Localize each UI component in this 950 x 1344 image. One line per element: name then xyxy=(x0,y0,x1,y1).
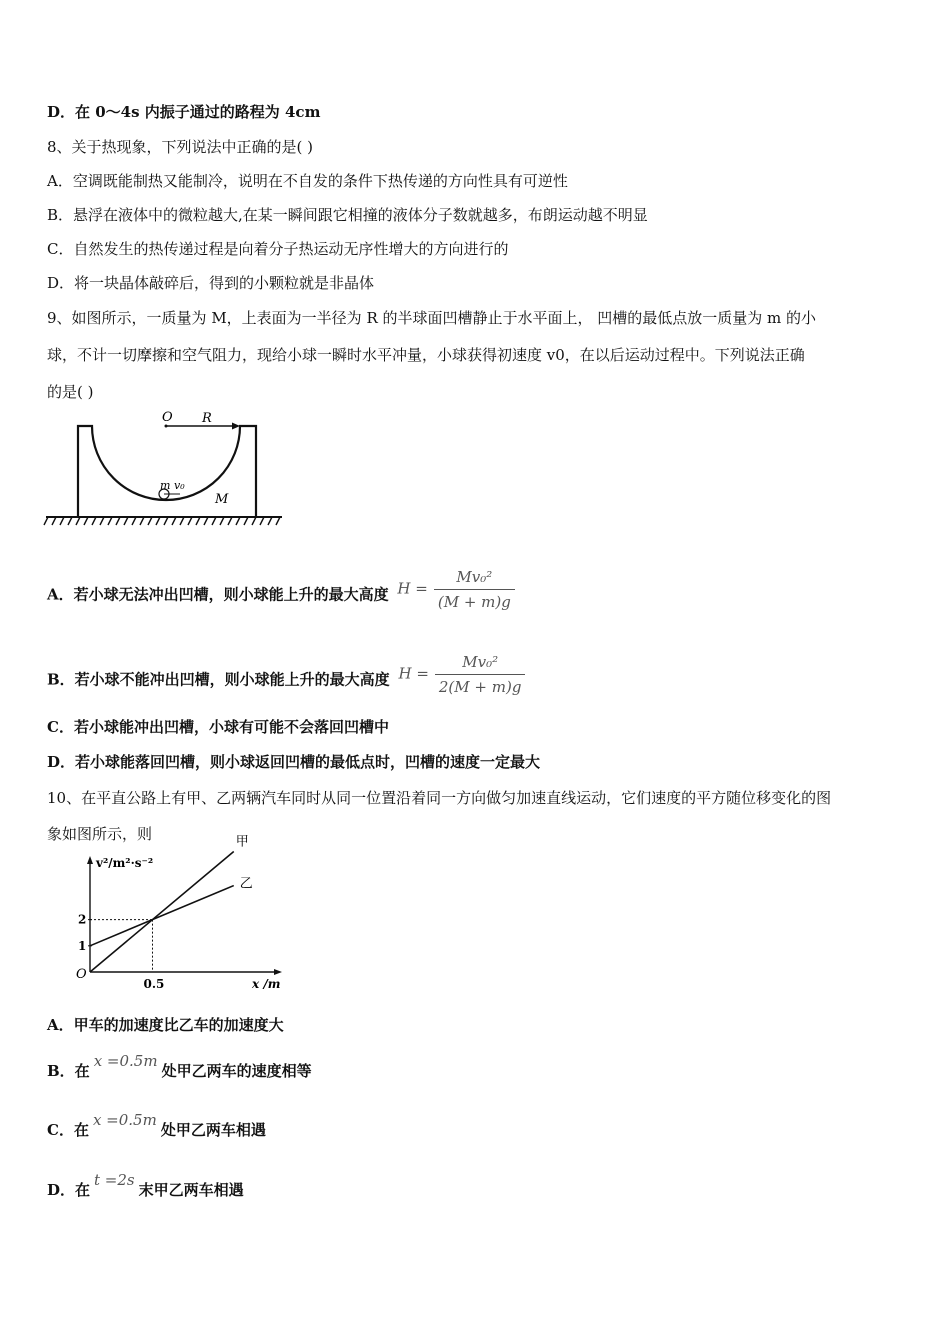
label-r: R xyxy=(202,411,212,426)
q10-option-d xyxy=(47,1171,244,1200)
formula-a-denominator: (M + m)g xyxy=(437,593,511,611)
formula-b-lhs: H = xyxy=(398,664,429,683)
q7-option-d: D．在 0～4s 内振子通过的路程为 4cm xyxy=(47,103,321,121)
radius-arrowhead xyxy=(232,423,240,430)
q9-option-b xyxy=(47,653,525,703)
q10-option-b-math: x =0.5m xyxy=(93,1052,158,1070)
formula-b-fraction xyxy=(435,652,526,697)
label-v0: v₀ xyxy=(174,479,185,492)
q10-stem-line2: 象如图所示，则 xyxy=(47,825,153,843)
q8-option-c: C．自然发生的热传递过程是向着分子热运动无序性增大的方向进行的 xyxy=(47,240,509,258)
q10-option-c-post: 处甲乙两车相遇 xyxy=(160,1121,266,1139)
q10-option-d-post: 末甲乙两车相遇 xyxy=(138,1181,244,1199)
q10-option-d-math: t =2s xyxy=(94,1171,135,1189)
q9-figure-bowl xyxy=(44,405,289,530)
q10-option-d-pre: D．在 xyxy=(47,1181,91,1199)
label-o: O xyxy=(162,410,173,425)
origin-label: O xyxy=(76,967,87,982)
q8-option-a: A．空调既能制热又能制冷，说明在不自发的条件下热传递的方向性具有可逆性 xyxy=(47,172,568,190)
ground-hatch xyxy=(44,517,280,525)
q10-option-b-post: 处甲乙两车的速度相等 xyxy=(161,1062,312,1080)
formula-a-lhs: H = xyxy=(397,579,428,598)
q9-stem-line2: 球，不计一切摩擦和空气阻力，现给小球一瞬时水平冲量，小球获得初速度 v0，在以后运动过程中。下列说法正确 xyxy=(47,346,805,364)
q9-formula-b xyxy=(398,652,525,697)
formula-b-numerator: Mv₀² xyxy=(435,652,526,675)
q10-stem-line1: 10、在平直公路上有甲、乙两辆汽车同时从同一位置沿着同一方向做匀加速直线运动，它们速度的平方随位移变化的图 xyxy=(47,789,832,807)
q9-option-c: C．若小球能冲出凹槽，小球有可能不会落回凹槽中 xyxy=(47,718,389,736)
q10-option-a: A．甲车的加速度比乙车的加速度大 xyxy=(47,1016,284,1034)
q10-option-b-pre: B．在 xyxy=(47,1062,90,1080)
label-m: m xyxy=(160,479,171,492)
y-tick-label: 2 xyxy=(78,912,87,927)
q10-option-b xyxy=(47,1052,312,1081)
x-tick-label: 0.5 xyxy=(143,977,165,991)
q9-stem-line1: 9、如图所示，一质量为 M，上表面为一半径为 R 的半球面凹槽静止于水平面上， 凹槽的最低点放一质量为 m 的小 xyxy=(47,309,817,327)
y-axis-label: v²/m²·s⁻² xyxy=(96,856,154,870)
formula-b-denominator: 2(M + m)g xyxy=(438,678,522,696)
formula-a-fraction xyxy=(434,567,515,612)
q9-formula-a xyxy=(397,567,514,612)
formula-a-numerator: Mv₀² xyxy=(434,567,515,590)
q8-option-b: B．悬浮在液体中的微粒越大,在某一瞬间跟它相撞的液体分子数就越多，布朗运动越不明显 xyxy=(47,206,648,224)
x-axis-arrow xyxy=(274,969,282,975)
q8-stem: 8、关于热现象，下列说法中正确的是( ) xyxy=(47,138,314,156)
y-axis-arrow xyxy=(87,856,93,864)
q9-option-a xyxy=(47,568,515,618)
bowl-block xyxy=(78,426,256,516)
label-big-m: M xyxy=(215,492,229,507)
q9-option-d: D．若小球能落回凹槽，则小球返回凹槽的最低点时，凹槽的速度一定最大 xyxy=(47,753,541,771)
q9-option-b-text: B．若小球不能冲出凹槽，则小球能上升的最大高度 xyxy=(47,670,390,689)
q9-option-a-text: A．若小球无法冲出凹槽，则小球能上升的最大高度 xyxy=(47,585,389,604)
y-tick-label: 1 xyxy=(78,938,87,953)
q10-option-c-pre: C．在 xyxy=(47,1121,89,1139)
series-line-yi xyxy=(90,886,234,946)
series-label-yi: 乙 xyxy=(239,876,253,892)
series-label-jia: 甲 xyxy=(235,834,249,850)
q9-stem-line3: 的是( ) xyxy=(47,383,94,401)
q8-option-d: D．将一块晶体敲碎后，得到的小颗粒就是非晶体 xyxy=(47,274,375,292)
q10-option-c xyxy=(47,1111,266,1140)
q10-option-c-math: x =0.5m xyxy=(92,1111,157,1129)
x-axis-label: x /m xyxy=(252,977,281,991)
